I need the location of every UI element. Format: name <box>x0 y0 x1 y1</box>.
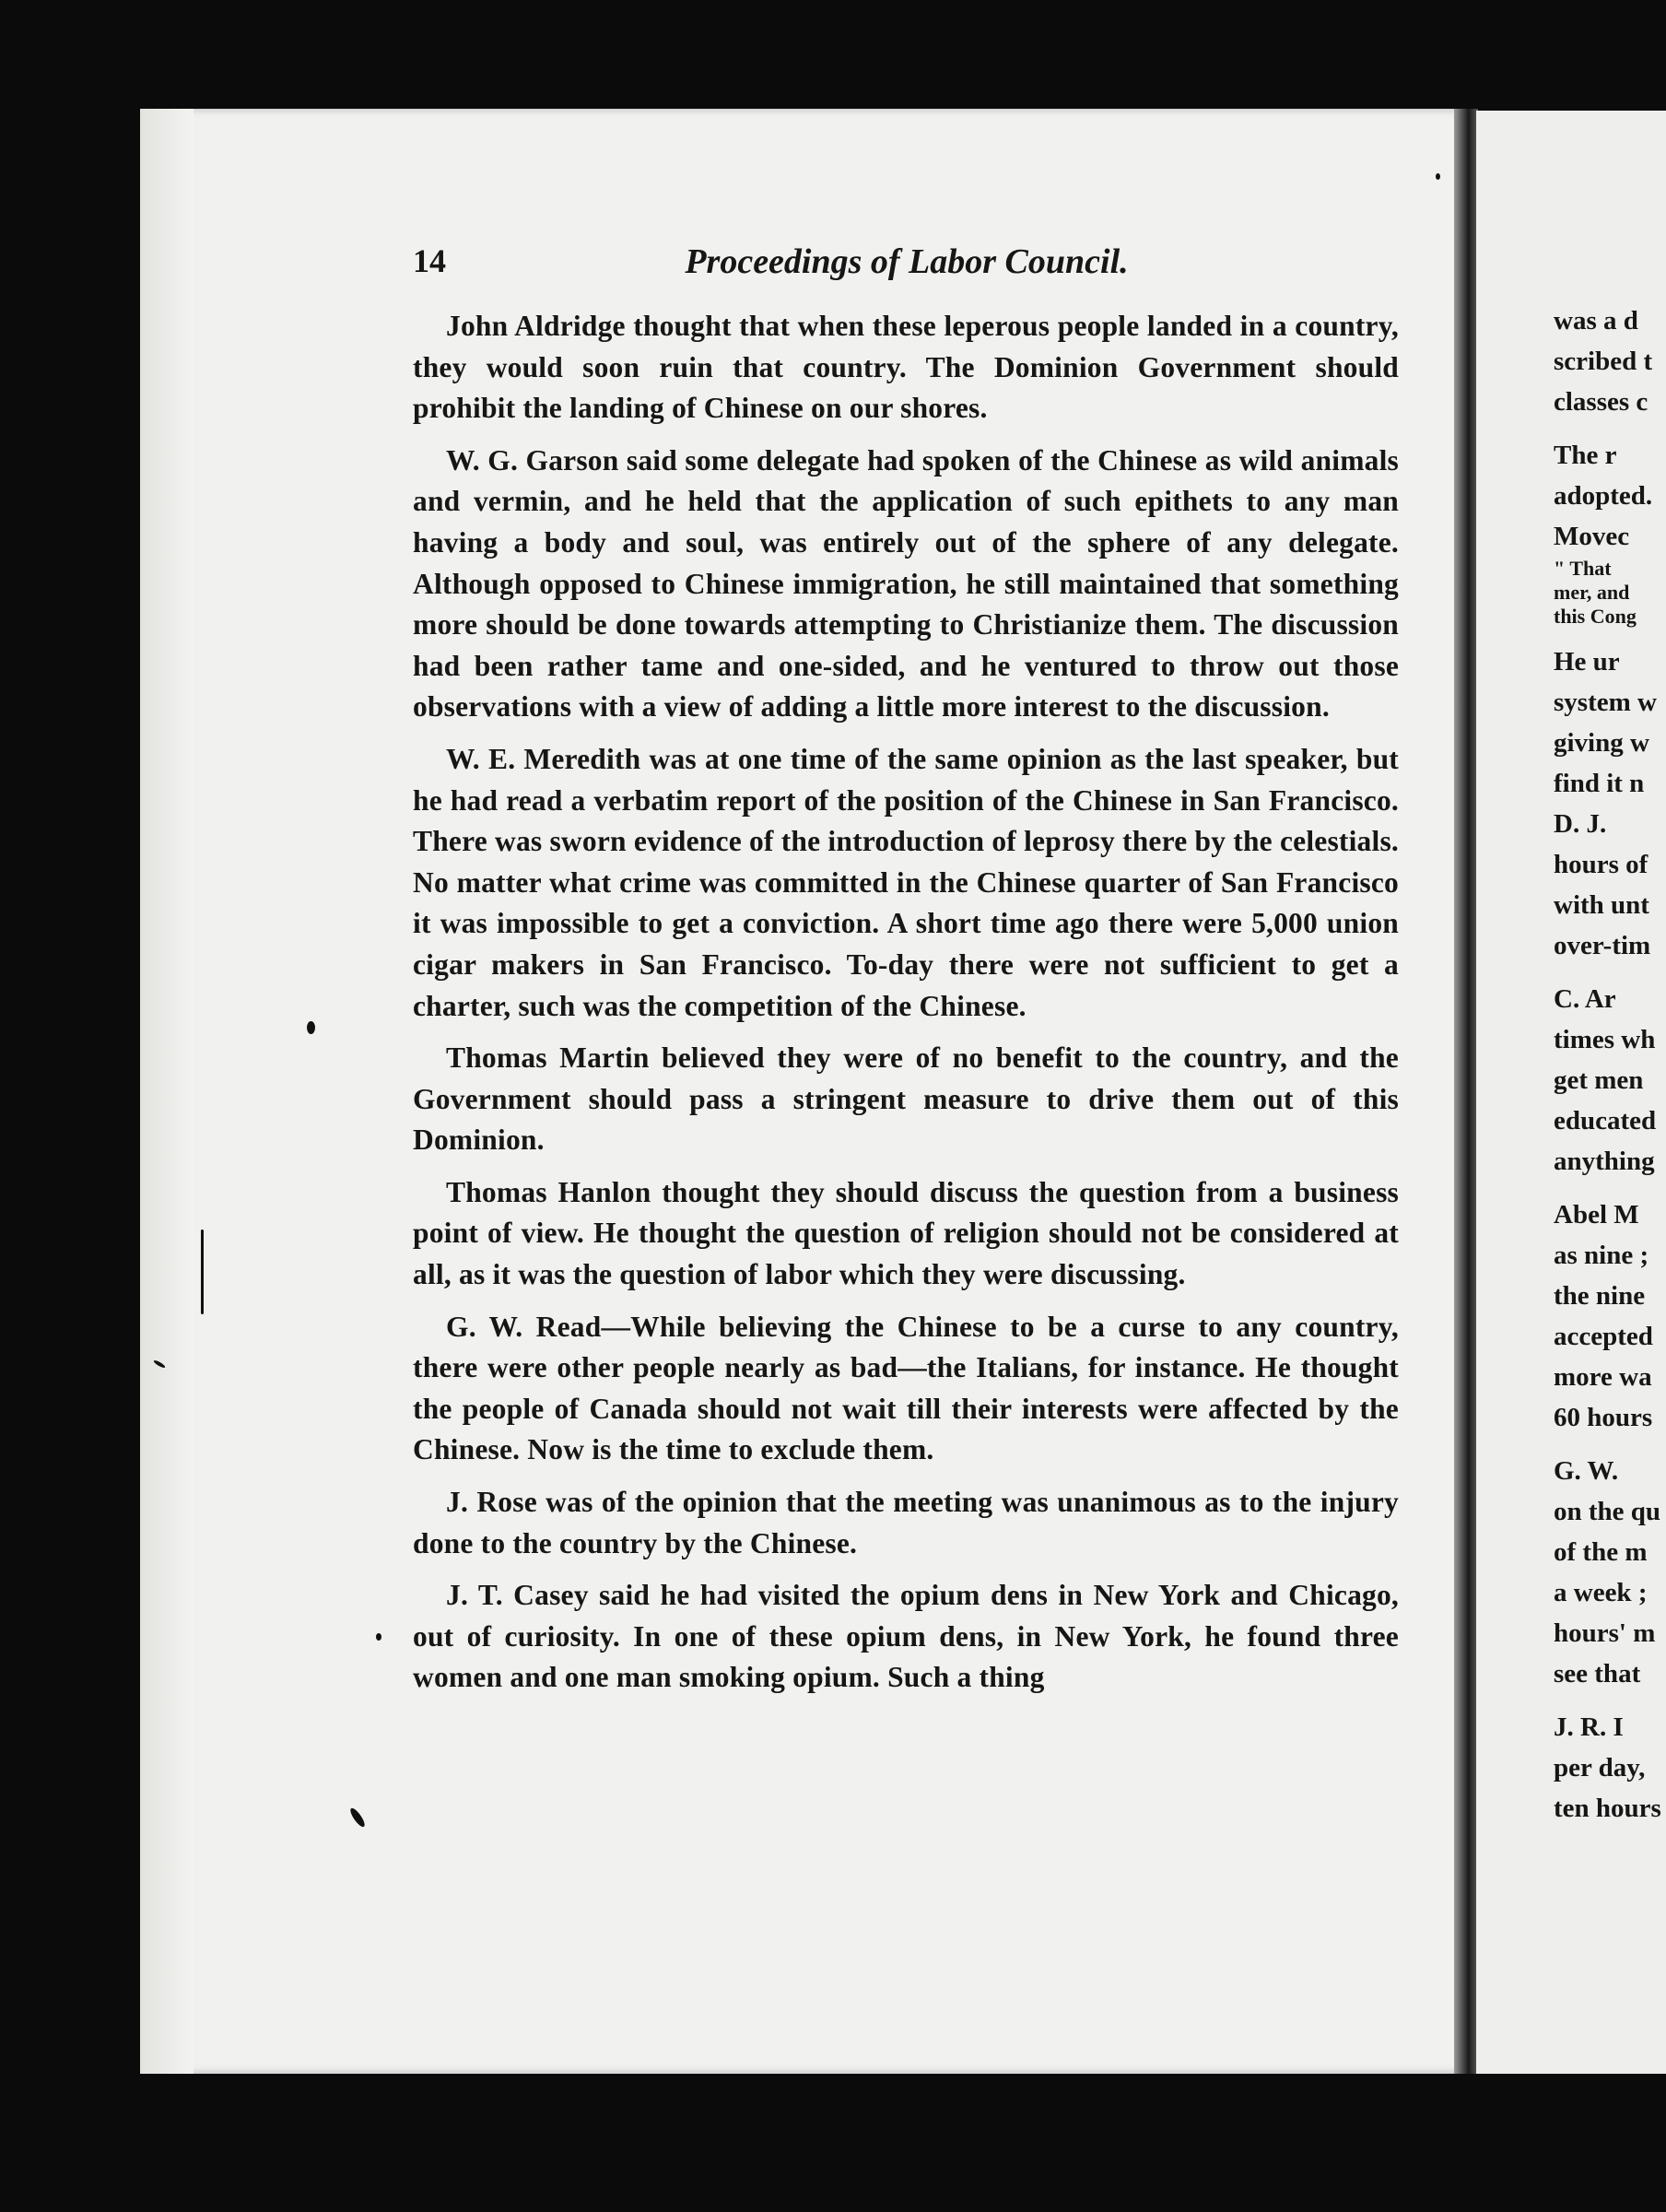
right-line: times wh <box>1554 1025 1656 1054</box>
right-line: mer, and <box>1554 581 1630 604</box>
paragraph-martin: Thomas Martin believed they were of no benefit to the country, and the Government should pass a stringent measure to drive them out of this Dominion. <box>413 1041 1399 1157</box>
paragraph-hanlon: Thomas Hanlon thought they should discuss the question from a business point of view. He thought the question of religion should not be considered at all, as it was the question of labor which they were discussing. <box>413 1175 1399 1291</box>
right-line: " That <box>1554 557 1612 580</box>
right-line: He ur <box>1554 647 1620 677</box>
right-line: Abel M <box>1554 1200 1639 1230</box>
right-line: scribed t <box>1554 347 1653 376</box>
page-header <box>413 241 1401 289</box>
paragraph-casey: J. T. Casey said he had visited the opium dens in New York and Chicago, out of curiosity. In one of these opium dens, in New York, he found three women and one man smoking opium. Such a thing <box>413 1579 1399 1694</box>
right-page-text <box>1554 300 1666 1829</box>
right-line: educated <box>1554 1106 1657 1135</box>
right-line: was a d <box>1554 306 1638 335</box>
paragraph-read: G. W. Read—While believing the Chinese to be a curse to any country, there were other people nearly as bad—the Italians, for instance. He thought the people of Canada should not wait till their interests were affected by the Chinese. Now is the time to exclude them. <box>413 1310 1399 1466</box>
right-line: ten hours <box>1554 1794 1661 1823</box>
right-line: more wa <box>1554 1362 1652 1392</box>
right-line: with unt <box>1554 890 1649 920</box>
paragraph-meredith: W. E. Meredith was at one time of the same opinion as the last speaker, but he had read a verbatim report of the position of the Chinese in San Francisco. There was sworn evidence of the introduction of leprosy there by the celestials. No matter what crime was committed in the Chinese quarter of San Francisco it was impossible to get a conviction. A short time ago there were 5,000 union cigar makers in San Francisco. To-day there were not sufficient to get a charter, such was the competition of the Chinese. <box>413 742 1399 1022</box>
right-line: of the m <box>1554 1537 1648 1567</box>
scan-speck <box>307 1021 315 1034</box>
right-line: this Cong <box>1554 605 1637 628</box>
right-line: see that <box>1554 1659 1641 1688</box>
running-title: Proceedings of Labor Council. <box>685 242 1129 281</box>
scan-speck <box>201 1230 204 1314</box>
right-line: accepted <box>1554 1322 1653 1351</box>
right-line: over-tim <box>1554 931 1651 960</box>
right-line: giving w <box>1554 728 1649 758</box>
right-line: The r <box>1554 441 1617 470</box>
right-line: a week ; <box>1554 1578 1648 1607</box>
scan-speck <box>376 1633 381 1641</box>
right-line: hours' m <box>1554 1618 1656 1648</box>
scan-speck <box>1436 173 1440 180</box>
right-line: anything <box>1554 1147 1655 1176</box>
paragraph-rose: J. Rose was of the opinion that the meeting was unanimous as to the injury done to the country by the Chinese. <box>413 1486 1399 1559</box>
right-line: J. R. I <box>1554 1712 1624 1742</box>
right-line: D. J. <box>1554 809 1607 839</box>
right-line: find it n <box>1554 769 1645 798</box>
right-line: adopted. <box>1554 481 1653 511</box>
right-line: 60 hours <box>1554 1403 1653 1432</box>
right-line: Movec <box>1554 522 1630 551</box>
right-line: system w <box>1554 688 1657 717</box>
book-gutter <box>1454 109 1478 2074</box>
main-text <box>413 306 1399 1710</box>
right-line: on the qu <box>1554 1497 1661 1526</box>
page-number: 14 <box>413 242 446 279</box>
right-line: the nine <box>1554 1281 1646 1311</box>
right-line: as nine ; <box>1554 1241 1649 1270</box>
right-line: per day, <box>1554 1753 1646 1783</box>
right-line: get men <box>1554 1065 1644 1095</box>
right-line: G. W. <box>1554 1456 1619 1486</box>
right-line: classes c <box>1554 387 1648 417</box>
paragraph-aldridge: John Aldridge thought that when these leperous people landed in a country, they would soon ruin that country. The Dominion Government should prohibit the landing of Chinese on our shores. <box>413 310 1399 425</box>
right-line: C. Ar <box>1554 984 1616 1014</box>
paragraph-garson: W. G. Garson said some delegate had spoken of the Chinese as wild animals and vermin, and he held that the application of such epithets to any man having a body and soul, was entirely out of the sphere of any delegate. Although opposed to Chinese immigration, he still maintained that something more should be done towards attempting to Christianize them. The discussion had been rather tame and one-sided, and he ventured to throw out those observations with a view of adding a little more interest to the discussion. <box>413 443 1399 724</box>
right-line: hours of <box>1554 850 1648 879</box>
